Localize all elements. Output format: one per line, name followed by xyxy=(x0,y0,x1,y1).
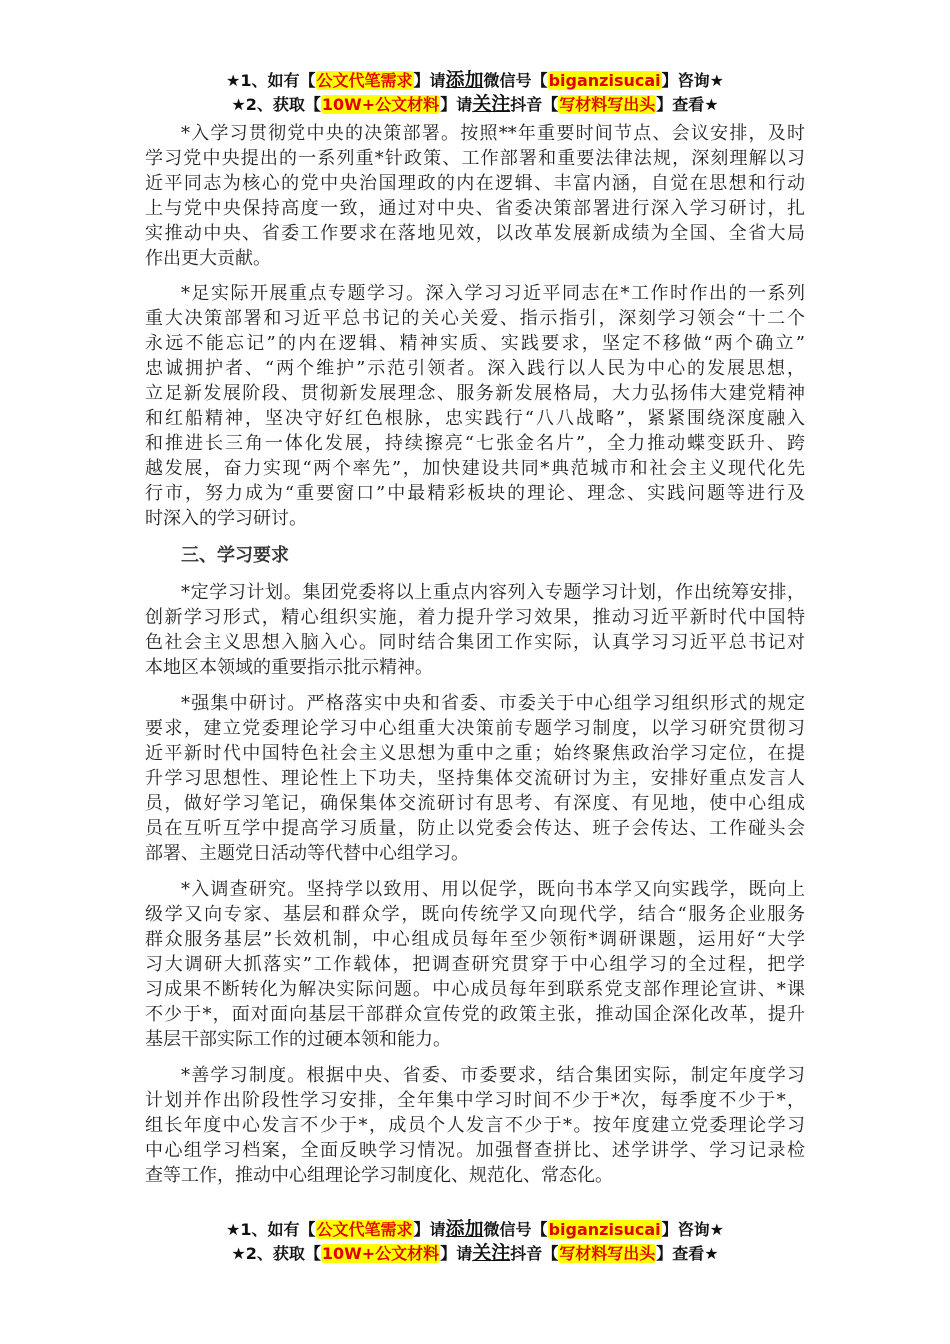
paragraph-special-topic-study xyxy=(145,281,805,531)
text-line: *入调查研究。坚持学以致用、用以促学，既向书本学又向实践学，既向上 xyxy=(181,879,805,900)
text-line: 升学习思想性、理论性上下功夫，坚持集体交流研讨为主，安排好重点发言人 xyxy=(145,768,805,789)
banner-text: 】查看★ xyxy=(656,1244,719,1263)
text-line: 创新学习形式，精心组织实施，着力提升学习效果，推动习近平新时代中国特 xyxy=(145,607,805,628)
paragraph-group-discussion xyxy=(145,691,805,866)
banner-text: ★2、获取【 xyxy=(231,1244,321,1263)
text-line: 越发展，奋力实现“两个率先”，加快建设共同*典范城市和社会主义现代化先 xyxy=(145,458,805,479)
text-line: 习大调研大抓落实”工作载体，把调查研究贯穿于中心组学习的全过程，把学 xyxy=(145,954,805,975)
text-line: 组长年度中心发言不少于*，成员个人发言不少于*。按年度建立党委理论学习 xyxy=(145,1115,805,1136)
banner-text: 】咨询★ xyxy=(661,71,724,90)
highlighted-keyword: 写材料写出头 xyxy=(559,95,656,114)
highlighted-keyword: biganzisucai xyxy=(548,71,661,90)
paragraph-investigation-research xyxy=(145,877,805,1052)
text-line: 立足新发展阶段、贯彻新发展理念、服务新发展格局，大力弘扬伟大建党精神 xyxy=(145,383,805,404)
highlighted-keyword: 公文代笔需求 xyxy=(316,71,413,90)
underlined-keyword: 关注 xyxy=(472,93,511,115)
banner-text: 】查看★ xyxy=(656,95,719,114)
underlined-keyword: 添加 xyxy=(445,69,484,91)
banner-text: ★2、获取【 xyxy=(231,95,321,114)
text-line: 忠诚拥护者、“两个维护”示范引领者。深入践行以人民为中心的发展思想， xyxy=(145,358,805,379)
banner-text: 微信号【 xyxy=(483,71,548,90)
promo-banner-line-2 xyxy=(0,92,950,116)
text-line: 近平新时代中国特色社会主义思想为重中之重；始终聚焦政治学习定位，在提 xyxy=(145,743,805,764)
banner-text: 】请 xyxy=(413,71,446,90)
highlighted-keyword: biganzisucai xyxy=(548,1220,661,1239)
banner-text: ★1、如有【 xyxy=(226,1220,316,1239)
banner-text: 】请 xyxy=(413,1220,446,1239)
banner-text: 微信号【 xyxy=(483,1220,548,1239)
text-line: 色社会主义思想入脑入心。同时结合集团工作实际，认真学习习近平总书记对 xyxy=(145,632,805,653)
text-line: *入学习贯彻党中央的决策部署。按照**年重要时间节点、会议安排，及时 xyxy=(181,123,805,144)
paragraph-study-plan xyxy=(145,580,805,680)
text-line: 和红船精神，坚决守好红色根脉，忠实践行“八八战略”，紧紧围绕深度融入 xyxy=(145,408,805,429)
text-line: *强集中研讨。严格落实中央和省委、市委关于中心组学习组织形式的规定 xyxy=(181,693,805,714)
banner-text: 】请 xyxy=(440,95,473,114)
highlighted-keyword: 写材料写出头 xyxy=(559,1244,656,1263)
text-line: 群众服务基层”长效机制，中心组成员每年至少领衔*调研课题，运用好“大学 xyxy=(145,929,805,950)
paragraph-study-system xyxy=(145,1063,805,1188)
text-line: 员在互听互学中提高学习质量，防止以党委会传达、班子会传达、工作碰头会 xyxy=(145,818,805,839)
banner-text: 】请 xyxy=(440,1244,473,1263)
section-heading: 三、学习要求 xyxy=(181,545,289,566)
text-line: 和推进长三角一体化发展，持续擦亮“七张金名片”，全力推动蝶变跃升、跨 xyxy=(145,433,805,454)
text-line: 基层干部实际工作的过硬本领和能力。 xyxy=(145,1029,451,1050)
paragraph-study-decisions xyxy=(145,121,805,271)
highlighted-keyword: 10W+公文材料 xyxy=(321,95,440,114)
text-line: 上与党中央保持高度一致，通过对中央、省委决策部署进行深入学习研讨，扎 xyxy=(145,198,805,219)
text-line: 实推动中央、省委工作要求在落地见效，以改革发展新成绩为全国、全省大局 xyxy=(145,223,805,244)
text-line: 员，做好学习笔记，确保集体交流研讨有思考、有深度、有见地，使中心组成 xyxy=(145,793,805,814)
text-line: 不少于*，面对面向基层干部群众宣传党的政策主张，推动国企深化改革，提升 xyxy=(145,1004,805,1025)
text-line: *定学习计划。集团党委将以上重点内容列入专题学习计划，作出统筹安排， xyxy=(181,582,805,603)
banner-text: 抖音【 xyxy=(510,95,559,114)
banner-text: ★1、如有【 xyxy=(226,71,316,90)
underlined-keyword: 添加 xyxy=(445,1218,484,1240)
text-line: 永远不能忘记”的内在逻辑、精神实质、实践要求，坚定不移做“两个确立” xyxy=(145,333,805,354)
text-line: *善学习制度。根据中央、省委、市委要求，结合集团实际，制定年度学习 xyxy=(181,1065,805,1086)
highlighted-keyword: 公文代笔需求 xyxy=(316,1220,413,1239)
text-line: 查等工作，推动中心组理论学习制度化、规范化、常态化。 xyxy=(145,1165,613,1186)
highlighted-keyword: 10W+公文材料 xyxy=(321,1244,440,1263)
text-line: 要求，建立党委理论学习中心组重大决策前专题学习制度，以学习研究贯彻习 xyxy=(145,718,805,739)
promo-banner-footer-line-1 xyxy=(0,1217,950,1241)
text-line: 中心组学习档案，全面反映学习情况。加强督查拼比、述学讲学、学习记录检 xyxy=(145,1140,805,1161)
banner-text: 】咨询★ xyxy=(661,1220,724,1239)
text-line: 时深入的学习研讨。 xyxy=(145,508,307,529)
text-line: 本地区本领域的重要指示批示精神。 xyxy=(145,657,433,678)
text-line: 计划并作出阶段性学习安排，全年集中学习时间不少于*次，每季度不少于*， xyxy=(145,1090,805,1111)
text-line: 习成果不断转化为解决实际问题。中心成员每年到联系党支部作理论宣讲、*课 xyxy=(145,979,805,1000)
promo-banner-footer-line-2 xyxy=(0,1241,950,1265)
text-line: 学习党中央提出的一系列重*针政策、工作部署和重要法律法规，深刻理解以习 xyxy=(145,148,805,169)
text-line: 级学又向专家、基层和群众学，既向传统学又向现代学，结合“服务企业服务 xyxy=(145,904,805,925)
text-line: *足实际开展重点专题学习。深入学习习近平同志在*工作时作出的一系列 xyxy=(181,283,805,304)
text-line: 近平同志为核心的党中央治国理政的内在逻辑、丰富内涵，自觉在思想和行动 xyxy=(145,173,805,194)
text-line: 作出更大贡献。 xyxy=(145,248,271,269)
text-line: 部署、主题党日活动等代替中心组学习。 xyxy=(145,843,469,864)
promo-banner-line-1 xyxy=(0,68,950,92)
banner-text: 抖音【 xyxy=(510,1244,559,1263)
text-line: 重大决策部署和习近平总书记的关心关爱、指示指引，深刻学习领会“十二个 xyxy=(145,308,805,329)
underlined-keyword: 关注 xyxy=(472,1242,511,1264)
text-line: 行市，努力成为“重要窗口”中最精彩板块的理论、理念、实践问题等进行及 xyxy=(145,483,805,504)
